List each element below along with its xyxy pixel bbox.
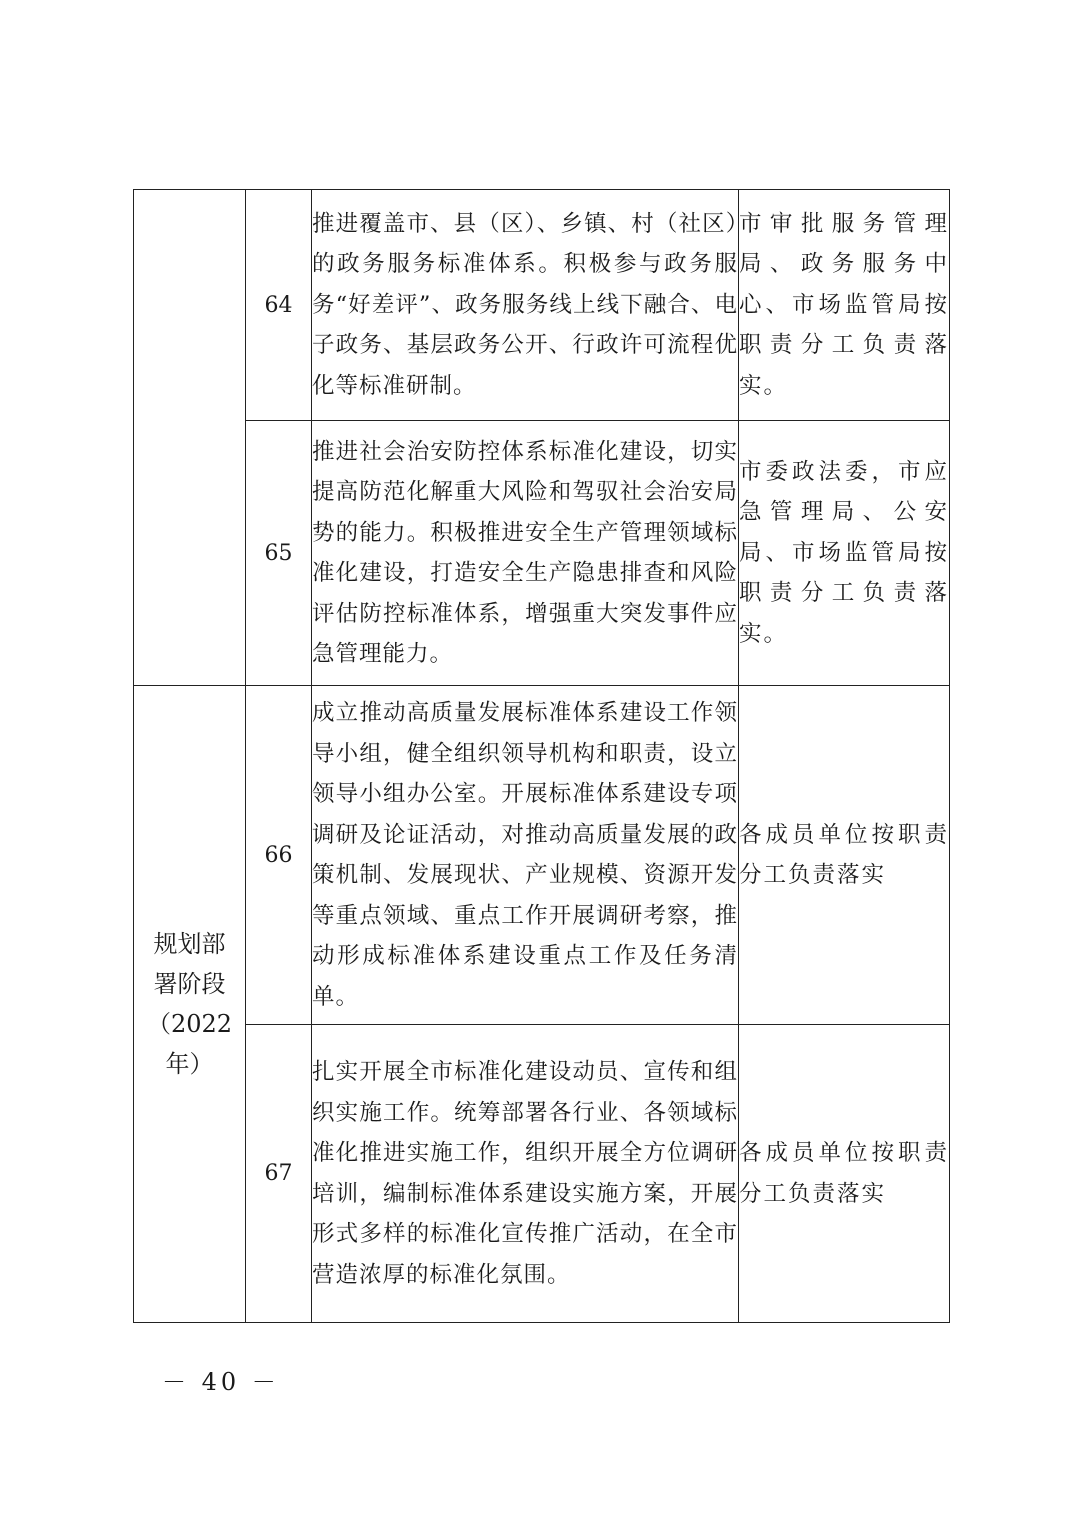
table-row — [134, 1025, 950, 1323]
task-description: 推进覆盖市、县（区）、乡镇、村（社区）的政务服务标准体系。积极参与政务服务“好差评”、政务服务线上线下融合、电子政务、基层政务公开、行政许可流程优化等标准研制。 — [312, 190, 739, 421]
page-number: － 40 － — [162, 1368, 280, 1396]
responsible-units: 市审批服务管理局、政务服务中心、市场监管局按职责分工负责落实。 — [739, 190, 950, 421]
task-description: 推进社会治安防控体系标准化建设，切实提高防范化解重大风险和驾驭社会治安局势的能力。积极推进安全生产管理领域标准化建设，打造安全生产隐患排查和风险评估防控标准体系，增强重大突发事件应急管理能力。 — [312, 421, 739, 686]
table-row — [134, 686, 950, 1025]
task-description: 扎实开展全市标准化建设动员、宣传和组织实施工作。统筹部署各行业、各领域标准化推进实施工作，组织开展全方位调研培训，编制标准体系建设实施方案，开展形式多样的标准化宣传推广活动，在全市营造浓厚的标准化氛围。 — [312, 1025, 739, 1323]
table-row — [134, 190, 950, 421]
responsible-units: 市委政法委，市应急管理局、公安局、市场监管局按职责分工负责落实。 — [739, 421, 950, 686]
row-number: 66 — [246, 686, 312, 1025]
stage-label-line: 规划部 — [153, 930, 226, 958]
plan-table — [133, 189, 950, 1323]
row-number: 64 — [246, 190, 312, 421]
row-number: 65 — [246, 421, 312, 686]
stage-cell — [134, 686, 246, 1323]
table-row — [134, 421, 950, 686]
row-number: 67 — [246, 1025, 312, 1323]
responsible-units: 各成员单位按职责分工负责落实 — [739, 1025, 950, 1323]
stage-label-line: 署阶段 — [153, 970, 226, 998]
task-description: 成立推动高质量发展标准体系建设工作领导小组，健全组织领导机构和职责，设立领导小组办公室。开展标准体系建设专项调研及论证活动，对推动高质量发展的政策机制、发展现状、产业规模、资源开发等重点领域、重点工作开展调研考察，推动形成标准体系建设重点工作及任务清单。 — [312, 686, 739, 1025]
responsible-units: 各成员单位按职责分工负责落实 — [739, 686, 950, 1025]
stage-label-line: （2022 — [146, 1010, 233, 1038]
stage-label-line: 年） — [165, 1050, 214, 1078]
stage-cell-continued — [134, 190, 246, 686]
